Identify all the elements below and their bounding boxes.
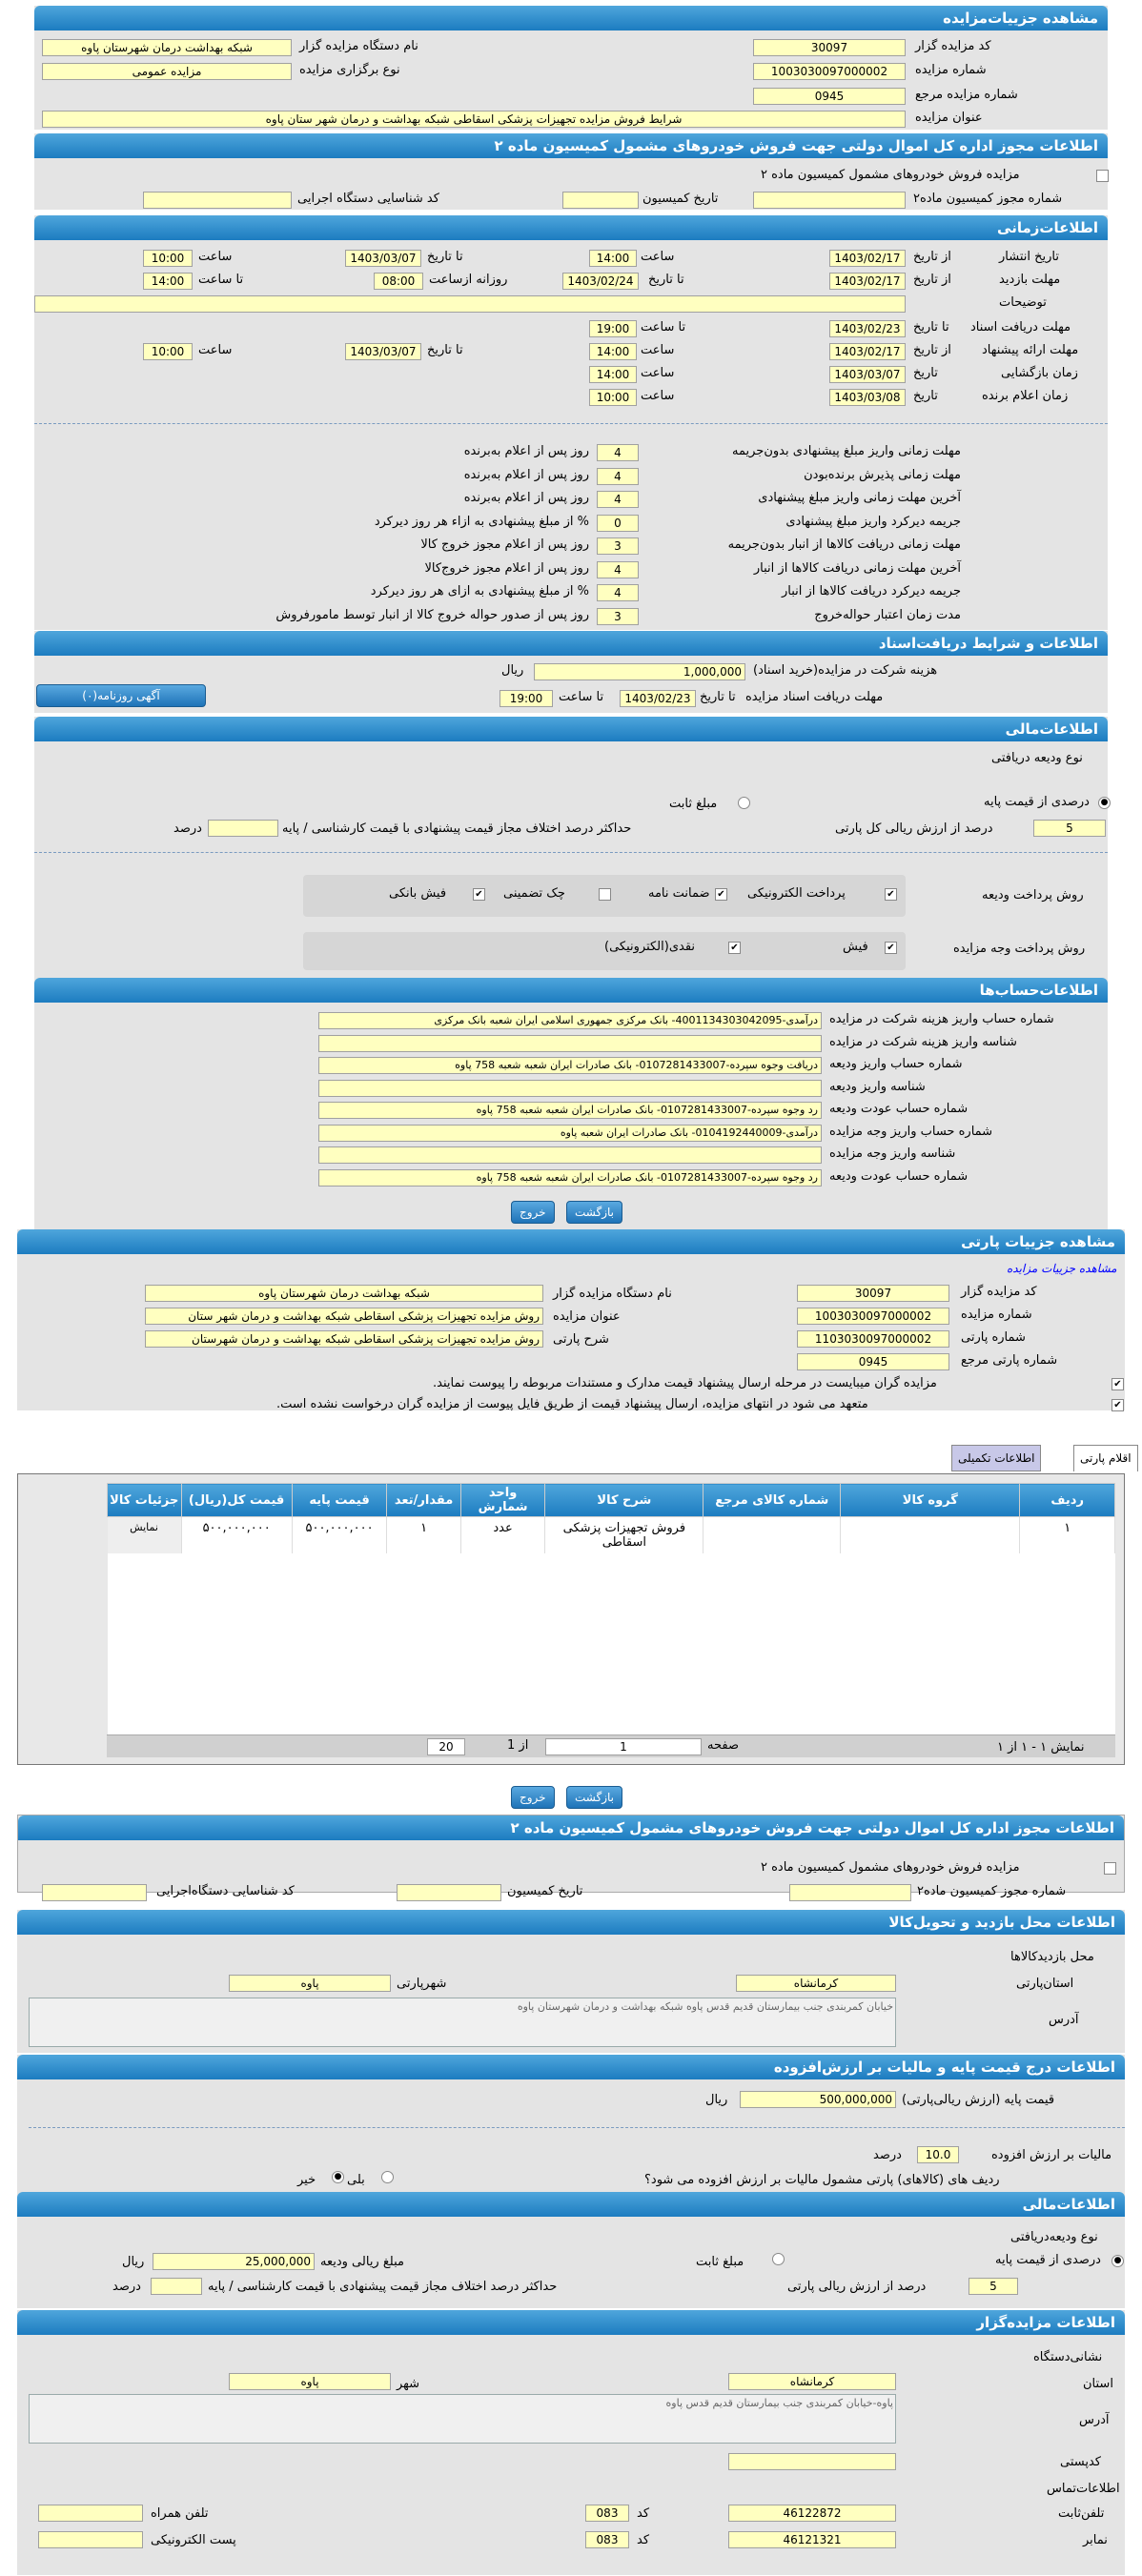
province-field: کرمانشاه [728, 2373, 896, 2390]
vat-field: 10.0 [917, 2146, 959, 2163]
page-size[interactable]: 20 [427, 1738, 465, 1755]
fee-field: 1,000,000 [534, 663, 745, 680]
column-header[interactable]: شرح کالا [545, 1484, 704, 1517]
vehicle-label-2: مزایده فروش خودروهای مشمول کمیسیون ماده ۲ [761, 1860, 1020, 1875]
account-label: شناسه واریز وجه مزایده [829, 1146, 956, 1161]
percent-radio[interactable]: ● [1098, 797, 1111, 809]
base-price-field: 500,000,000 [740, 2091, 896, 2108]
address-label: آدرس [1049, 2013, 1079, 2027]
fee-unit: ریال [501, 663, 524, 678]
offer-label: مهلت ارائه پیشنهاد [982, 343, 1079, 357]
slip-label: فیش [843, 940, 868, 954]
fax-code-field: 083 [585, 2531, 629, 2548]
term-value: 4 [597, 468, 639, 485]
org-label: نام دستگاه مزایده گزار [299, 39, 418, 53]
publish-from-time: 14:00 [589, 250, 637, 267]
payment-method-label: روش پرداخت وجه مزایده [953, 942, 1086, 956]
section-header: مشاهده جزییات پارتی [17, 1229, 1125, 1254]
to-date-label: تا تاریخ [913, 320, 949, 335]
to-date-label: تا تاریخ [427, 343, 463, 357]
term-label: جریمه دیرکرد دریافت کالاها از انبار [782, 584, 961, 598]
percent-desc-2: درصد از ارزش ریالی پارتی [787, 2280, 927, 2294]
to-time-label: تا ساعت [641, 320, 686, 335]
section-header: اطلاعات‌حساب‌ها [34, 978, 1108, 1003]
deposit-type-label: نوع ودیعه دریافتی [991, 751, 1083, 765]
percent-desc: درصد از ارزش ریالی کل پارتی [835, 821, 993, 836]
pager-info: نمایش ۱ - ۱ از ۱ [997, 1740, 1085, 1755]
deadline-label: مهلت دریافت اسناد مزایده [745, 690, 884, 704]
account-value: درآمدی-4001134303042095- بانک مرکزی جمهوری اسلامی ایران شعبه بانک مرکزی [318, 1012, 822, 1029]
offer-to-date: 1403/03/07 [345, 343, 421, 360]
time-label: ساعت [641, 389, 675, 403]
party-province: کرمانشاه [736, 1975, 896, 1992]
party-city-label: شهرپارتی [397, 1977, 447, 1991]
term-label: مهلت زمانی واریز مبلغ پیشنهادی بدون‌جریمه [732, 444, 961, 458]
auction-no-field: 1003030097000002 [753, 63, 906, 80]
publish-label: تاریخ انتشار [999, 250, 1059, 264]
term-unit: روز پس از صدور حواله خروج کالا از انبار توسط مامورفروش [275, 607, 589, 622]
org-label: نام دستگاه مزایده گزار [553, 1287, 672, 1301]
visit-to-time: 14:00 [143, 273, 193, 290]
max-diff-field [208, 820, 278, 837]
tab-party-items[interactable]: اقلام پارتی [1073, 1445, 1138, 1471]
mobile-label: تلفن همراه [151, 2506, 209, 2521]
time-label: ساعت [198, 250, 233, 264]
vat-question: ردیف های (کالاهای) پارتی مشمول مالیات بر ارزش افزوده می شود؟ [644, 2173, 1000, 2187]
receive-docs-label: مهلت دریافت اسناد [970, 320, 1071, 335]
base-price-unit: ریال [705, 2093, 728, 2107]
fixed-radio-2[interactable] [772, 2253, 785, 2265]
percent-option-2: درصدی از قیمت پایه [995, 2253, 1101, 2267]
to-date-label: تا تاریخ [700, 690, 736, 704]
divider [29, 2127, 1125, 2128]
exit-button-2[interactable]: خروج [511, 1786, 555, 1809]
from-date-label: از تاریخ [913, 273, 951, 287]
vat-yes-radio[interactable] [381, 2171, 394, 2183]
ref-label: شماره مزایده مرجع [915, 88, 1018, 102]
attach-note: مزایده گران میبایست در مرحله ارسال پیشنهاد قیمت مدارک و مستندات مربوطه را پیوست نمایند. [433, 1376, 937, 1390]
time-label: ساعت [641, 250, 675, 264]
exec-code-field [143, 192, 292, 209]
cheque-checkbox[interactable] [599, 888, 611, 901]
to-date-label: تا تاریخ [648, 273, 684, 287]
address-field: خیابان کمربندی جنب بیمارستان قدیم قدس پاوه شبکه بهداشت و درمان شهرستان پاوه [29, 1998, 896, 2047]
exec-code-label: کد شناسایی دستگاه اجرایی [297, 192, 439, 206]
account-value [318, 1146, 822, 1164]
auction-no-label: شماره مزایده [915, 63, 987, 77]
vat-unit: درصد [873, 2148, 902, 2162]
permit-field-2 [789, 1884, 911, 1901]
auction-details-link[interactable]: مشاهده جزییات مزایده [1007, 1262, 1117, 1275]
term-unit: روز پس از اعلام به‌برنده [463, 491, 589, 505]
fax-label: نمابر [1083, 2533, 1108, 2547]
phone-field: 46122872 [728, 2505, 896, 2522]
announce-time: 10:00 [589, 389, 637, 406]
max-diff-label-2: حداکثر درصد اختلاف مجاز قیمت پیشنهادی با قیمت کارشناسی / پایه [208, 2280, 558, 2294]
fax-code-label: کد [637, 2533, 650, 2547]
term-unit: روز پس از اعلام مجوز خروج‌کالا [424, 560, 589, 576]
column-header[interactable]: جزئیات کالا [108, 1484, 182, 1517]
time-label: ساعت [641, 343, 675, 357]
account-label: شماره حساب واریز هزینه شرکت در مزایده [829, 1012, 1054, 1026]
visit-label: مهلت بازدید [999, 273, 1061, 287]
phone-code-label: کد [637, 2506, 650, 2521]
commit-checkbox[interactable]: ✔ [1111, 1399, 1124, 1411]
opening-label: زمان بازگشایی [1001, 366, 1078, 380]
city-field: پاوه [229, 2373, 391, 2390]
back-button-2[interactable]: بازگشت [566, 1786, 622, 1809]
org-field: شبکه بهداشت درمان شهرستان پاوه [42, 39, 292, 56]
commission-date-2 [397, 1884, 501, 1901]
phone-label: تلفن‌ثابت [1058, 2506, 1105, 2521]
table-cell: ۱ [1020, 1517, 1115, 1554]
account-value: رد وجوه سپرده-0107281433007- بانک صادرات ایران شعبه شعبه 758 پاوه [318, 1169, 822, 1187]
vat-label: مالیات بر ارزش افزوده [991, 2148, 1112, 2162]
term-value: 0 [597, 515, 639, 532]
vat-no-label: خیر [297, 2173, 316, 2187]
publish-from-date: 1403/02/17 [829, 250, 906, 267]
account-label: شماره حساب عودت ودیعه [829, 1102, 969, 1116]
party-ref-field: 0945 [797, 1353, 949, 1370]
table-cell: ۵۰۰,۰۰۰,۰۰۰ [181, 1517, 292, 1554]
code-label-2: کد مزایده گزار [915, 39, 991, 53]
description-field [34, 295, 906, 313]
cash-label: نقدی(الکترونیکی) [604, 940, 696, 954]
deposit-amount-label: مبلغ ریالی ودیعه [320, 2255, 404, 2269]
type-field: مزایده عمومی [42, 63, 292, 80]
time-label: ساعت [198, 343, 233, 357]
column-header[interactable]: واحد شمارش [460, 1484, 545, 1517]
offer-from-time: 14:00 [589, 343, 637, 360]
table-header [108, 1484, 1115, 1517]
party-ref-label: شماره پارتی مرجع [961, 1353, 1058, 1368]
deposit-amount-field: 25,000,000 [153, 2253, 315, 2270]
column-header[interactable]: قیمت پایه [292, 1484, 387, 1517]
newspaper-ad-button[interactable]: آگهی روزنامه(۰) [36, 684, 206, 707]
exec-code-2 [42, 1884, 147, 1901]
postal-code-label: کدپستی [1060, 2455, 1101, 2469]
deposit-method-label: روش پرداخت ودیعه [982, 888, 1084, 903]
party-desc-field: روش مزایده تجهیزات پزشکی اسقاطی شبکه بهداشت و درمان شهرستان [145, 1330, 543, 1348]
percent-radio-2[interactable]: ● [1111, 2255, 1124, 2267]
postal-code-field [728, 2453, 896, 2470]
date-label: تاریخ [913, 366, 938, 380]
subject-label: عنوان مزایده [915, 111, 983, 125]
party-code-field: 30097 [797, 1285, 949, 1302]
attach-checkbox[interactable]: ✔ [1111, 1378, 1124, 1390]
term-unit: روز پس از اعلام به‌برنده [463, 444, 589, 458]
term-value: 4 [597, 584, 639, 601]
province-label: استان [1083, 2377, 1113, 2391]
table-row [108, 1517, 1115, 1554]
section-header: اطلاعات مزایده‌گزار [17, 2310, 1125, 2335]
guarantee-label: ضمانت نامه [648, 886, 710, 901]
max-diff-unit: درصد [173, 821, 202, 836]
account-value: رد وجوه سپرده-0107281433007- بانک صادرات ایران شعبه شعبه 758 پاوه [318, 1102, 822, 1119]
section-header: مشاهده جزییات‌مزایده [34, 6, 1108, 30]
section-header: اطلاعات و شرایط دریافت‌اسناد [34, 631, 1108, 656]
max-diff-unit-2: درصد [112, 2280, 141, 2294]
type-label: نوع برگزاری مزایده [299, 63, 400, 77]
vehicle-checkbox-2[interactable] [1104, 1862, 1116, 1875]
section-header: اطلاعات درج قیمت پایه و مالیات بر ارزش‌افزوده [17, 2055, 1125, 2079]
from-date-label: از تاریخ [913, 343, 951, 357]
divider [34, 423, 1108, 424]
term-label: مدت زمان اعتبار حواله‌خروج [814, 607, 961, 622]
items-table [107, 1483, 1115, 1740]
term-value: 4 [597, 561, 639, 578]
mobile-field [38, 2505, 143, 2522]
deadline-time: 19:00 [500, 690, 553, 707]
publish-to-time: 10:00 [143, 250, 193, 267]
permit-panel-2 [17, 1815, 1125, 1893]
table-cell: فروش تجهیزات پزشکی اسقاطی [545, 1517, 704, 1554]
opening-date: 1403/03/07 [829, 366, 906, 383]
visit-to-date: 1403/02/24 [562, 273, 639, 290]
term-value: 3 [597, 608, 639, 625]
code-label: کد مزایده گزار [961, 1285, 1037, 1299]
term-label: مهلت زمانی دریافت کالاها از انبار بدون‌جریمه [727, 538, 961, 552]
receive-docs-time: 19:00 [589, 320, 637, 337]
term-label: جریمه دیرکرد واریز مبلغ پیشنهادی [785, 514, 961, 529]
guarantee-checkbox[interactable]: ✔ [715, 888, 727, 901]
party-desc-label: شرح پارتی [553, 1332, 609, 1347]
term-unit: % از مبلغ پیشنهادی به ازای هر روز دیرکرد [370, 584, 589, 598]
divider [34, 852, 1108, 853]
fee-label: هزینه شرکت در مزایده(خرید اسناد) [753, 663, 938, 678]
auction-code-field: 30097 [753, 39, 906, 56]
offer-from-date: 1403/02/17 [829, 343, 906, 360]
opening-time: 14:00 [589, 366, 637, 383]
term-value: 4 [597, 444, 639, 461]
term-unit: روز پس از اعلام مجوز خروج کالا [420, 538, 589, 552]
party-no-field: 1103030097000002 [797, 1330, 949, 1348]
fax-field: 46121321 [728, 2531, 896, 2548]
subject-label: عنوان مزایده [553, 1309, 621, 1324]
account-value [318, 1080, 822, 1097]
party-city: پاوه [229, 1975, 391, 1992]
fixed-option: مبلغ ثابت [669, 797, 718, 811]
account-label: شناسه واریز هزینه شرکت در مزایده [829, 1034, 1017, 1049]
vat-no-radio[interactable]: ● [332, 2171, 344, 2183]
commit-note: متعهد می شود در انتهای مزایده، ارسال پیشنهاد قیمت از طریق فایل پیوست از مزایده گران درخواست نشده است. [276, 1397, 868, 1411]
table-cell [704, 1517, 841, 1554]
commission-date-label: تاریخ کمیسیون [642, 192, 719, 206]
section-header: اطلاعات‌زمانی [34, 215, 1108, 240]
phone-code-field: 083 [585, 2505, 629, 2522]
column-header[interactable]: ردیف [1020, 1484, 1115, 1517]
column-header[interactable]: قیمت کل(ریال) [181, 1484, 292, 1517]
announce-date: 1403/03/08 [829, 389, 906, 406]
back-button[interactable]: بازگشت [566, 1201, 622, 1224]
daily-from-label: روزانه ازساعت [429, 273, 508, 287]
from-date-label: از تاریخ [913, 250, 951, 264]
electronic-checkbox[interactable]: ✔ [885, 888, 897, 901]
vehicle-checkbox[interactable] [1096, 170, 1109, 182]
table-cell: عدد [460, 1517, 545, 1554]
term-label: آخرین مهلت زمانی واریز مبلغ پیشنهادی [758, 491, 961, 505]
show-details-button[interactable]: نمایش [108, 1517, 182, 1554]
section-header: اطلاعات مجوز اداره کل اموال دولتی جهت فروش خودروهای مشمول کمیسیون ماده ۲ [34, 133, 1108, 158]
offer-to-time: 10:00 [143, 343, 193, 360]
winner-announce-label: زمان اعلام برنده [982, 389, 1069, 403]
visit-location-sub: محل بازدیدکالاها [1010, 1950, 1094, 1964]
deposit-type-label-2: نوع ودیعه‌دریافتی [1010, 2230, 1098, 2244]
page-input[interactable]: 1 [545, 1738, 702, 1755]
party-auction-no: 1003030097000002 [797, 1308, 949, 1325]
bank-slip-label: فیش بانکی [389, 886, 447, 901]
auction-no-label: شماره مزایده [961, 1308, 1032, 1322]
party-province-label: استان‌پارتی [1016, 1977, 1074, 1991]
contact-sub: اطلاعات‌تماس [1047, 2482, 1120, 2496]
party-subject-field: روش مزایده تجهیزات پزشکی اسقاطی شبکه بهداشت و درمان شهر ستان [145, 1308, 543, 1325]
exit-button[interactable]: خروج [511, 1201, 555, 1224]
base-price-label: قیمت پایه (ارزش ریالی‌پارتی) [902, 2093, 1055, 2107]
address-field-2: پاوه-خیابان کمربندی جنب بیمارستان قدیم قدس پاوه [29, 2394, 896, 2444]
email-field [38, 2531, 143, 2548]
bank-slip-checkbox[interactable]: ✔ [473, 888, 485, 901]
section-header: اطلاعات‌مالی [34, 717, 1108, 741]
slip-checkbox[interactable]: ✔ [885, 942, 897, 954]
publish-to-date: 1403/03/07 [345, 250, 421, 267]
term-value: 3 [597, 538, 639, 555]
table-cell [841, 1517, 1020, 1554]
max-diff-field-2 [151, 2278, 202, 2295]
percent-option: درصدی از قیمت پایه [984, 795, 1090, 809]
term-unit: % از مبلغ پیشنهادی به ازاء هر روز دیرکرد [374, 514, 589, 529]
table-cell: ۱ [387, 1517, 460, 1554]
fixed-radio[interactable] [738, 797, 750, 809]
deposit-amount-unit: ریال [122, 2255, 145, 2269]
visit-daily-from: 08:00 [374, 273, 423, 290]
party-no-label: شماره پارتی [961, 1330, 1026, 1345]
exec-code-label-2: کد شناسایی دستگاه‌اجرایی [156, 1884, 295, 1898]
term-label: مهلت زمانی پذیرش برنده‌بودن [804, 467, 961, 482]
permit-label-2: شماره مجوز کمیسیون ماده۲ [917, 1884, 1067, 1898]
address-label-2: آدرس [1079, 2413, 1110, 2427]
receive-docs-date: 1403/02/23 [829, 320, 906, 337]
org-address-sub: نشانی‌دستگاه [1033, 2350, 1103, 2364]
cash-checkbox[interactable]: ✔ [728, 942, 741, 954]
account-label: شماره حساب عودت ودیعه [829, 1168, 969, 1184]
cheque-label: چک تضمینی [503, 886, 565, 901]
page-of: از 1 [507, 1738, 529, 1753]
description-label: توضیحات [999, 295, 1047, 310]
permit-label: شماره مجوز کمیسیون ماده۲ [913, 192, 1063, 206]
column-header[interactable]: شماره کالای مرجع [704, 1484, 841, 1517]
fixed-option-2: مبلغ ثابت [696, 2255, 744, 2269]
visit-from-date: 1403/02/17 [829, 273, 906, 290]
section-header: اطلاعات محل بازدید و تحویل‌کالا [17, 1910, 1125, 1935]
empty-area [108, 1553, 1115, 1740]
to-time-label: تا ساعت [198, 273, 244, 287]
party-org-field: شبکه بهداشت درمان شهرستان پاوه [145, 1285, 543, 1302]
vehicle-label: مزایده فروش خودروهای مشمول کمیسیون ماده ۲ [761, 168, 1020, 182]
electronic-label: پرداخت الکترونیکی [747, 886, 846, 901]
commission-date-field [562, 192, 639, 209]
column-header[interactable]: مقدار/تعد [387, 1484, 460, 1517]
account-value: درآمدی-0104192440009- بانک صادرات ایران شعبه پاوه [318, 1125, 822, 1142]
term-value: 4 [597, 491, 639, 508]
time-label: ساعت [641, 366, 675, 380]
percent-field: 5 [1033, 820, 1106, 837]
email-label: پست الکترونیکی [151, 2533, 236, 2547]
ref-field: 0945 [753, 88, 906, 105]
column-header[interactable]: گروه کالا [841, 1484, 1020, 1517]
percent-field-2: 5 [969, 2278, 1018, 2295]
table-cell: ۵۰۰,۰۰۰,۰۰۰ [292, 1517, 387, 1554]
account-label: شماره حساب واریز وجه مزایده [829, 1124, 993, 1139]
subject-field: شرایط فروش مزایده تجهیزات پزشکی اسقاطی شبکه بهداشت و درمان شهر ستان پاوه [42, 111, 906, 128]
to-time-label: تا ساعت [559, 690, 604, 704]
commission-date-label-2: تاریخ کمیسیون [507, 1884, 583, 1898]
section-header: اطلاعات‌مالی [17, 2192, 1125, 2217]
date-label: تاریخ [913, 389, 938, 403]
account-label: شماره حساب واریز ودیعه [829, 1057, 963, 1071]
max-diff-label: حداکثر درصد اختلاف مجاز قیمت پیشنهادی با قیمت کارشناسی / پایه [282, 821, 632, 836]
account-value: دریافت وجوه سپرده-0107281433007- بانک صادرات ایران شعبه شعبه 758 پاوه [318, 1057, 822, 1074]
account-value [318, 1035, 822, 1052]
to-date-label: تا تاریخ [427, 250, 463, 264]
city-label: شهر [397, 2377, 420, 2391]
account-label: شناسه واریز ودیعه [829, 1079, 926, 1094]
term-label: آخرین مهلت زمانی دریافت کالاها از انبار [753, 560, 961, 576]
permit-field [753, 192, 906, 209]
deadline-date: 1403/02/23 [620, 690, 696, 707]
vat-yes-label: بلی [347, 2173, 365, 2187]
tab-extra-info[interactable]: اطلاعات تکمیلی [951, 1445, 1041, 1471]
term-unit: روز پس از اعلام به‌برنده [463, 467, 589, 482]
section-header: اطلاعات مجوز اداره کل اموال دولتی جهت فروش خودروهای مشمول کمیسیون ماده ۲ [18, 1815, 1124, 1840]
page-label: صفحه [707, 1738, 739, 1753]
